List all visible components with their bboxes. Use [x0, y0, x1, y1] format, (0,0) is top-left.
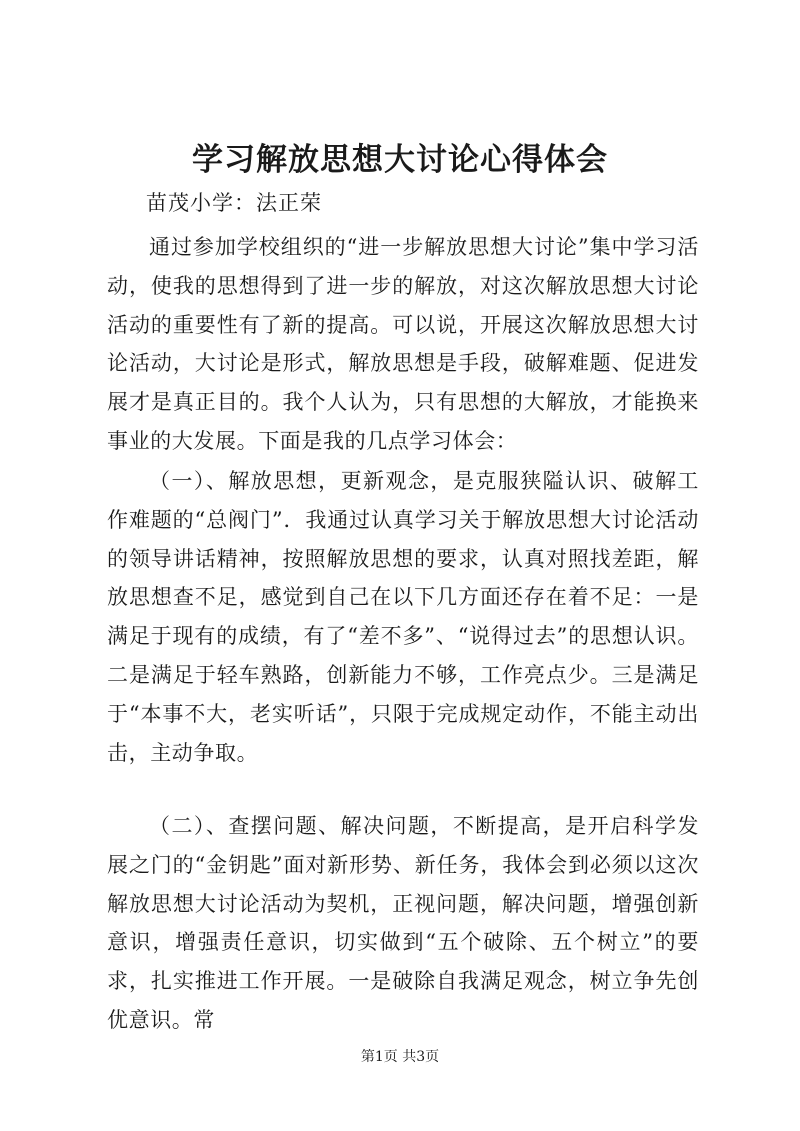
paragraph-intro: 通过参加学校组织的“进一步解放思想大讨论”集中学习活动，使我的思想得到了进一步的解放，对这次解放思想大讨论活动的重要性有了新的提高。可以说，开展这次解放思想大讨论活动，大讨论是形式，解放思想是手段，破解难题、促进发展才是真正目的。我个人认为，只有思想的大解放，才能换来事业的大发展。下面是我的几点学习体会：: [107, 235, 699, 453]
author-line: 苗茂小学：法正荣: [146, 191, 322, 215]
document-title: 学习解放思想大讨论心得体会: [192, 142, 608, 178]
page-footer: 第1页 共3页: [360, 1049, 440, 1065]
paragraph-section-1: （一）、解放思想，更新观念，是克服狭隘认识、破解工作难题的“总阀门”．我通过认真学习关于解放思想大讨论活动的领导讲话精神，按照解放思想的要求，认真对照找差距，解放思想查不足，感觉到自己在以下几方面还存在着不足：一是满足于现有的成绩，有了“差不多”、“说得过去”的思想认识。二是满足于轻车熟路，创新能力不够，工作亮点少。三是满足于“本事不大，老实听话”，只限于完成规定动作，不能主动出击，主动争取。: [107, 469, 699, 765]
paragraph-section-2: （二）、查摆问题、解决问题，不断提高，是开启科学发展之门的“金钥匙”面对新形势、新任务，我体会到必须以这次解放思想大讨论活动为契机，正视问题，解决问题，增强创新意识，增强责任意识，切实做到“五个破除、五个树立”的要求，扎实推进工作开展。一是破除自我满足观念，树立争先创优意识。常: [107, 814, 699, 1032]
